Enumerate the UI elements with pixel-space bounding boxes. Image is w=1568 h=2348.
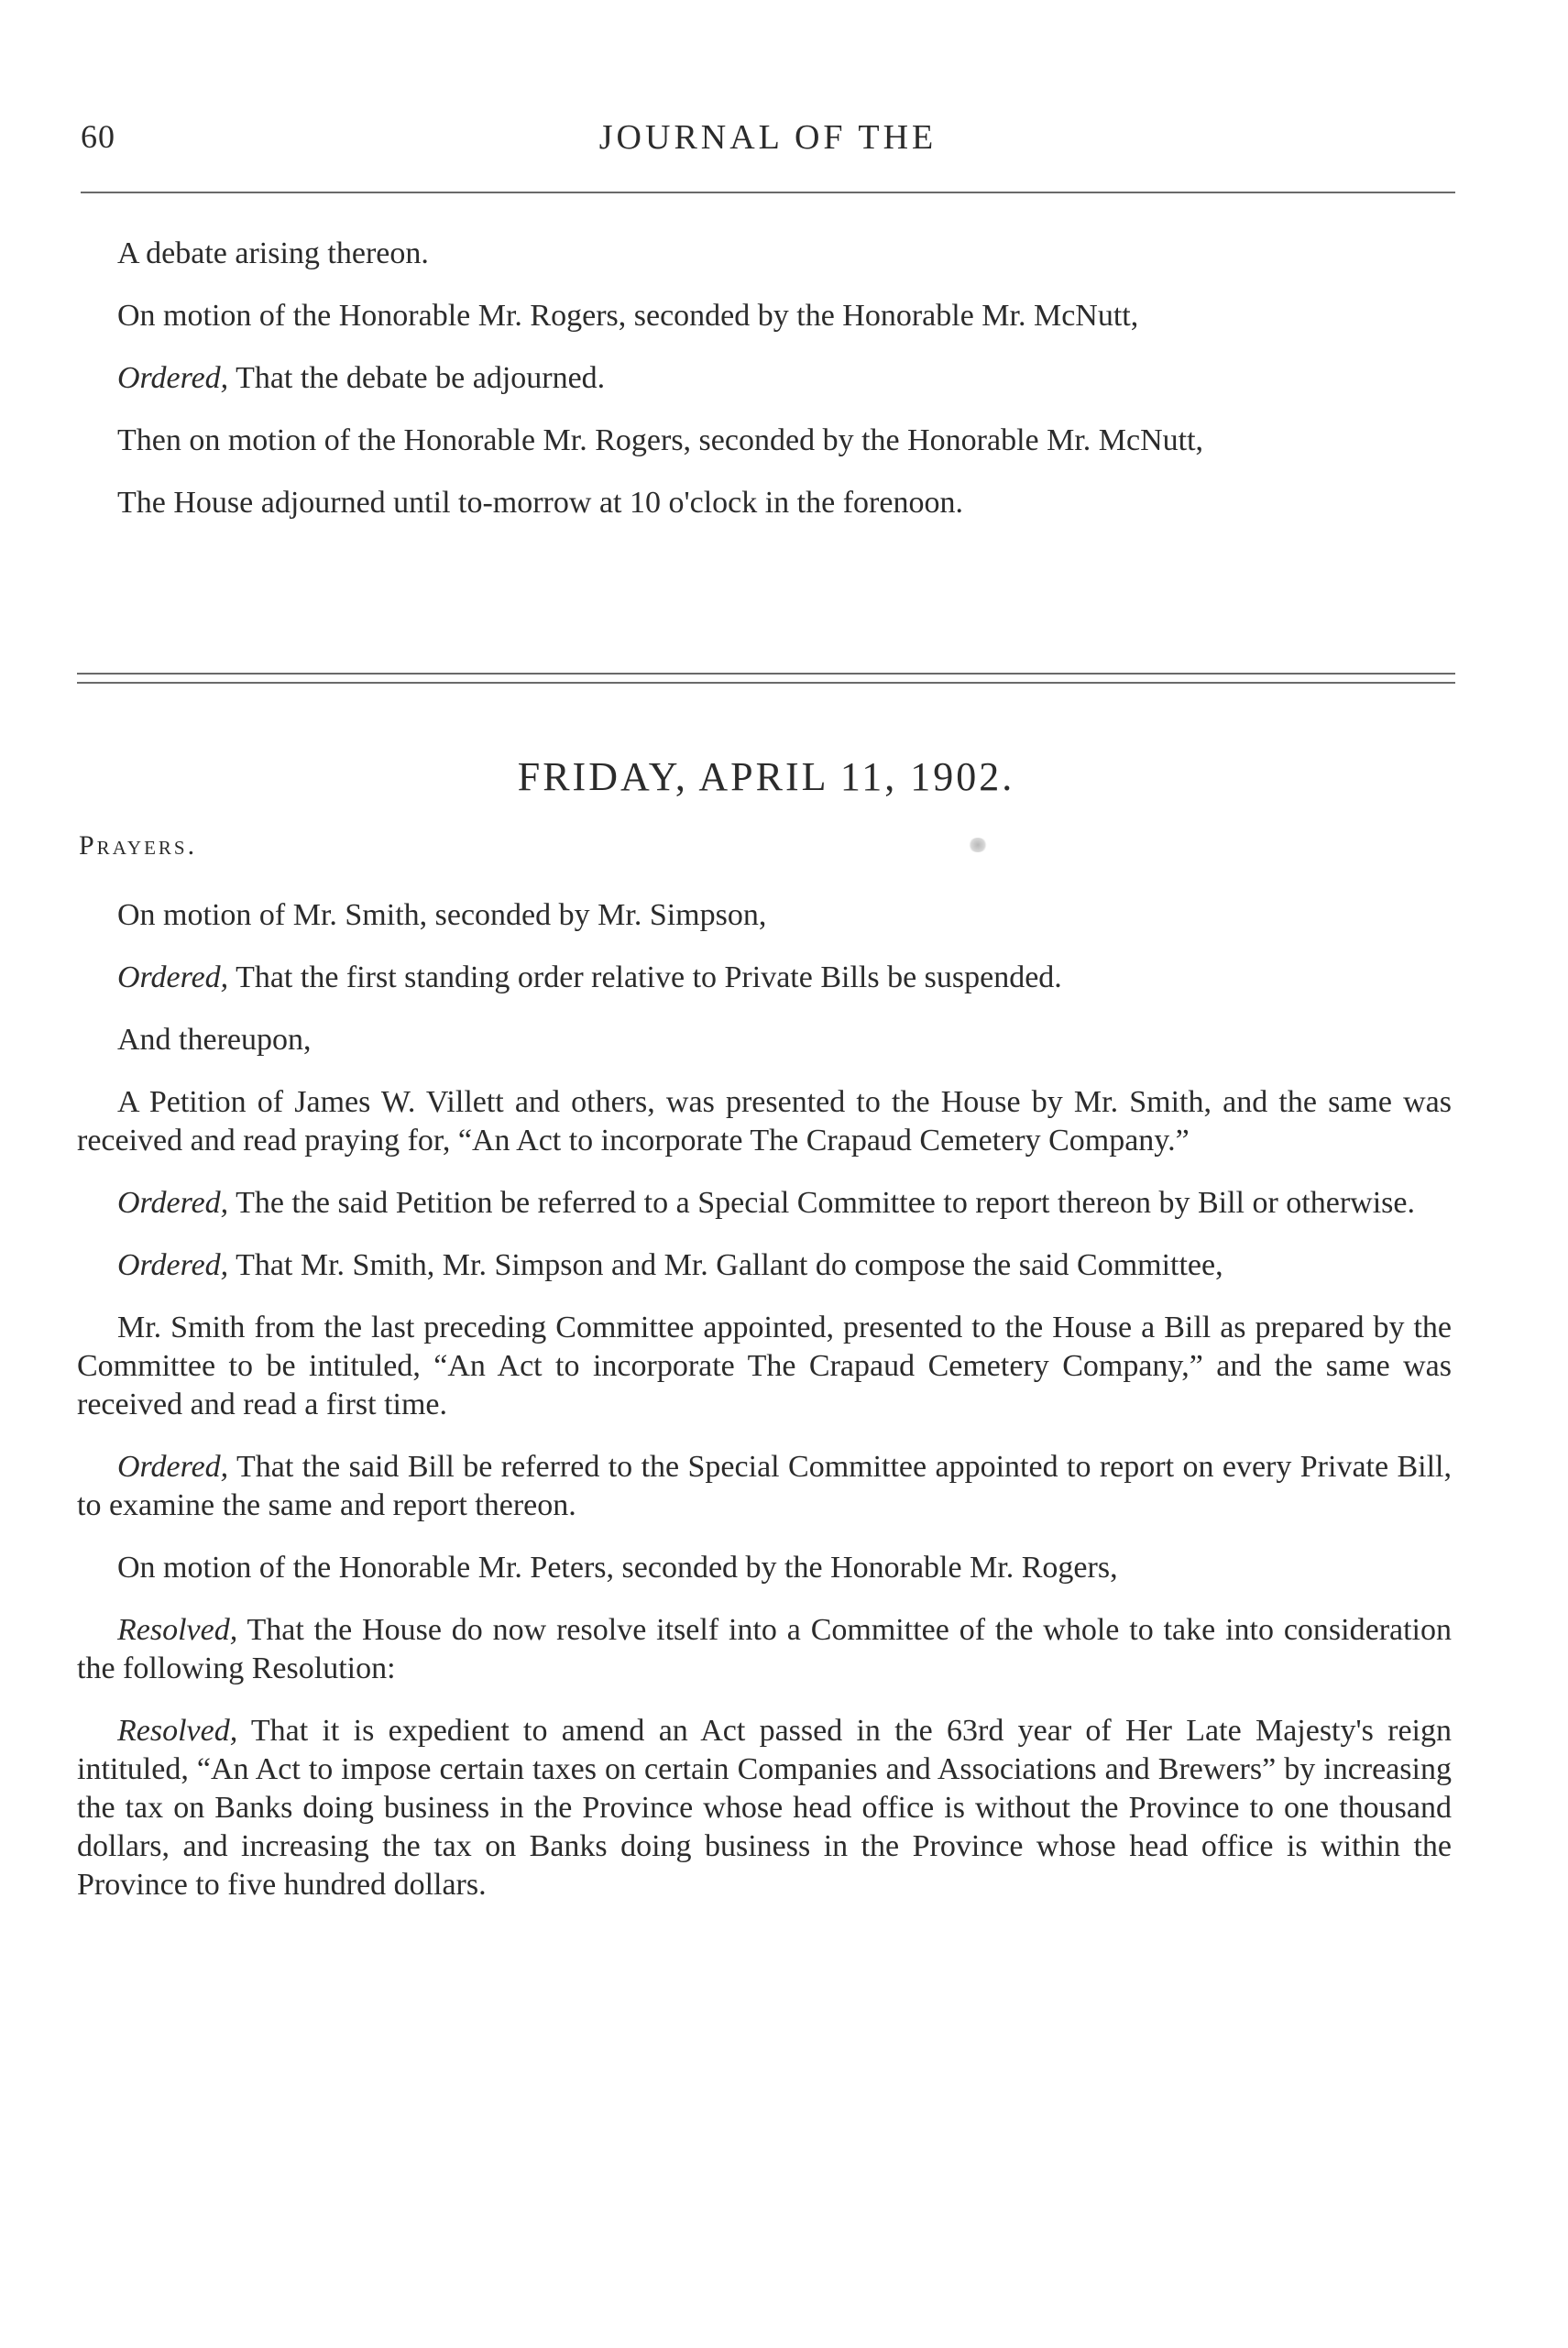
ordered-label: Ordered,: [117, 960, 229, 994]
paragraph-then-motion: Then on motion of the Honorable Mr. Rogers, seconded by the Honorable Mr. McNutt,: [117, 423, 1204, 457]
resolved-text: That it is expedient to amend an Act passed in the 63rd year of Her Late Majesty's reign intituled, “An Act to impose certain taxes on certain Companies and Associations and Brewers” by increasing the tax on Banks doing business in the Province whose head office is without the Province to one thousand dollars, and increasing the tax on Banks doing business in the Province whose head office is within the Province to five hundred dollars.: [77, 1714, 1452, 1902]
resolved-label: Resolved,: [117, 1613, 238, 1647]
ordered-text: That Mr. Smith, Mr. Simpson and Mr. Gallant do compose the said Committee,: [228, 1248, 1223, 1282]
paragraph-debate: A debate arising thereon.: [117, 236, 429, 270]
friday-proceedings: [77, 896, 1452, 1928]
ink-speck: [968, 838, 988, 852]
ordered-label: Ordered,: [117, 1450, 229, 1484]
date-heading: FRIDAY, APRIL 11, 1902.: [517, 754, 1015, 799]
ordered-text: That the said Bill be referred to the Special Committee appointed to report on every Private Bill, to examine the same and report thereon.: [77, 1450, 1452, 1522]
paragraph-motion-peters: On motion of the Honorable Mr. Peters, seconded by the Honorable Mr. Rogers,: [117, 1551, 1118, 1585]
paragraph-resolved-tax: [77, 1712, 1452, 1904]
paragraph-petition: A Petition of James W. Villett and others, was presented to the House by Mr. Smith, and the same was received and read praying for, “An Act to incorporate The Crapaud Cemetery Company.”: [77, 1085, 1452, 1158]
paragraph-ordered-referred: [77, 1184, 1452, 1223]
running-head: JOURNAL OF THE: [598, 118, 938, 157]
ordered-text: The the said Petition be referred to a Special Committee to report thereon by Bill or otherwise.: [228, 1186, 1415, 1220]
paragraph-motion-rogers: On motion of the Honorable Mr. Rogers, seconded by the Honorable Mr. McNutt,: [117, 299, 1139, 333]
header-rule: [81, 192, 1455, 193]
resolved-label: Resolved,: [117, 1714, 238, 1748]
resolved-text: That the House do now resolve itself into a Committee of the whole to take into consideration the following Resolution:: [77, 1613, 1452, 1685]
paragraph-ordered-compose: [77, 1246, 1452, 1285]
ordered-label: Ordered,: [117, 361, 229, 395]
ordered-text: That the first standing order relative to Private Bills be suspended.: [228, 960, 1062, 994]
ordered-text: That the debate be adjourned.: [228, 361, 606, 395]
paragraph-resolved-committee: [77, 1611, 1452, 1688]
paragraph-thereupon: And thereupon,: [117, 1023, 312, 1057]
paragraph-ordered-adjourned: [77, 359, 1452, 398]
ordered-label: Ordered,: [117, 1186, 229, 1220]
page-header: [81, 117, 1455, 163]
paragraph-bill-presented: Mr. Smith from the last preceding Committee appointed, presented to the House a Bill as prepared by the Committee to be intituled, “An Act to incorporate The Crapaud Cemetery Company,” and the same was received and read a first time.: [77, 1311, 1452, 1421]
ordered-label: Ordered,: [117, 1248, 229, 1282]
prayers-label: Prayers.: [79, 830, 198, 861]
section-divider: [77, 673, 1455, 684]
paragraph-ordered-bill-referred: [77, 1448, 1452, 1525]
paragraph-house-adjourned: The House adjourned until to-morrow at 10 o'clock in the forenoon.: [117, 486, 963, 520]
page-number: 60: [81, 118, 115, 155]
paragraph-ordered-suspend: [77, 959, 1452, 997]
paragraph-motion-smith: On motion of Mr. Smith, seconded by Mr. Simpson,: [117, 898, 767, 932]
previous-day-section: [77, 235, 1452, 546]
